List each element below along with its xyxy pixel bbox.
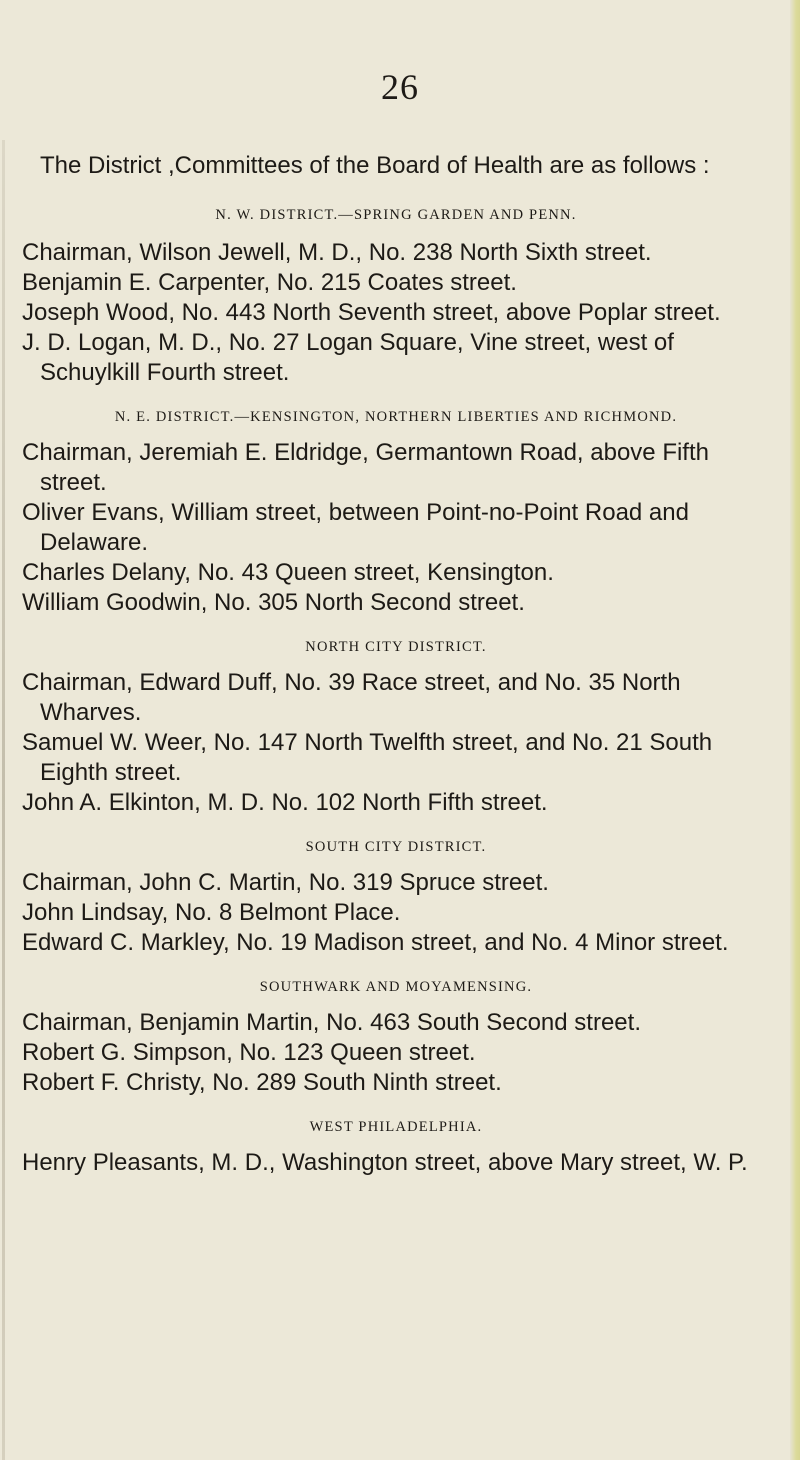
page-number: 26 <box>381 67 419 107</box>
entry: Charles Delany, No. 43 Queen street, Kensington. <box>22 559 554 586</box>
section-south-city <box>22 834 770 958</box>
entry: Robert F. Christy, No. 289 South Ninth street. <box>22 1069 502 1096</box>
section-heading: WEST PHILADELPHIA. <box>309 1119 483 1135</box>
section-heading: NORTH CITY DISTRICT. <box>305 639 487 655</box>
section-west-philadelphia <box>22 1114 770 1178</box>
section-heading: N. W. DISTRICT.—SPRING GARDEN AND PENN. <box>215 207 577 223</box>
entry: Oliver Evans, William street, between Point-no-Point Road and Delaware. <box>22 499 689 556</box>
entry: Samuel W. Weer, No. 147 North Twelfth street, and No. 21 South Eighth street. <box>22 729 713 786</box>
section-heading: N. E. DISTRICT.—KENSINGTON, NORTHERN LIBERTIES AND RICHMOND. <box>114 409 678 425</box>
section-heading: SOUTHWARK AND MOYAMENSING. <box>259 979 533 995</box>
entry: J. D. Logan, M. D., No. 27 Logan Square, Vine street, west of Schuylkill Fourth street. <box>22 329 674 386</box>
entry: Joseph Wood, No. 443 North Seventh street, above Poplar street. <box>22 299 721 326</box>
page-edge <box>790 0 800 1460</box>
page-content <box>22 148 770 1178</box>
entry: Chairman, Jeremiah E. Eldridge, Germantown Road, above Fifth street. <box>22 439 709 496</box>
entry: Chairman, Wilson Jewell, M. D., No. 238 North Sixth street. <box>22 239 652 266</box>
entry: John A. Elkinton, M. D. No. 102 North Fifth street. <box>22 789 548 816</box>
entry: Benjamin E. Carpenter, No. 215 Coates street. <box>22 269 517 296</box>
section-nw <box>22 202 770 388</box>
entry: Henry Pleasants, M. D., Washington street, above Mary street, W. P. <box>22 1149 748 1176</box>
page-gutter-shadow <box>2 140 5 1460</box>
intro-paragraph: The District ,Committees of the Board of Health are as follows : <box>40 152 710 179</box>
entry: John Lindsay, No. 8 Belmont Place. <box>22 899 401 926</box>
entry: William Goodwin, No. 305 North Second street. <box>22 589 525 616</box>
section-north-city <box>22 634 770 818</box>
entry: Chairman, John C. Martin, No. 319 Spruce street. <box>22 869 549 896</box>
section-ne <box>22 404 770 618</box>
section-southwark <box>22 974 770 1098</box>
entry: Edward C. Markley, No. 19 Madison street, and No. 4 Minor street. <box>22 929 729 956</box>
section-heading: SOUTH CITY DISTRICT. <box>305 839 487 855</box>
entry: Chairman, Edward Duff, No. 39 Race street, and No. 35 North Wharves. <box>22 669 681 726</box>
entry: Robert G. Simpson, No. 123 Queen street. <box>22 1039 476 1066</box>
entry: Chairman, Benjamin Martin, No. 463 South Second street. <box>22 1009 641 1036</box>
